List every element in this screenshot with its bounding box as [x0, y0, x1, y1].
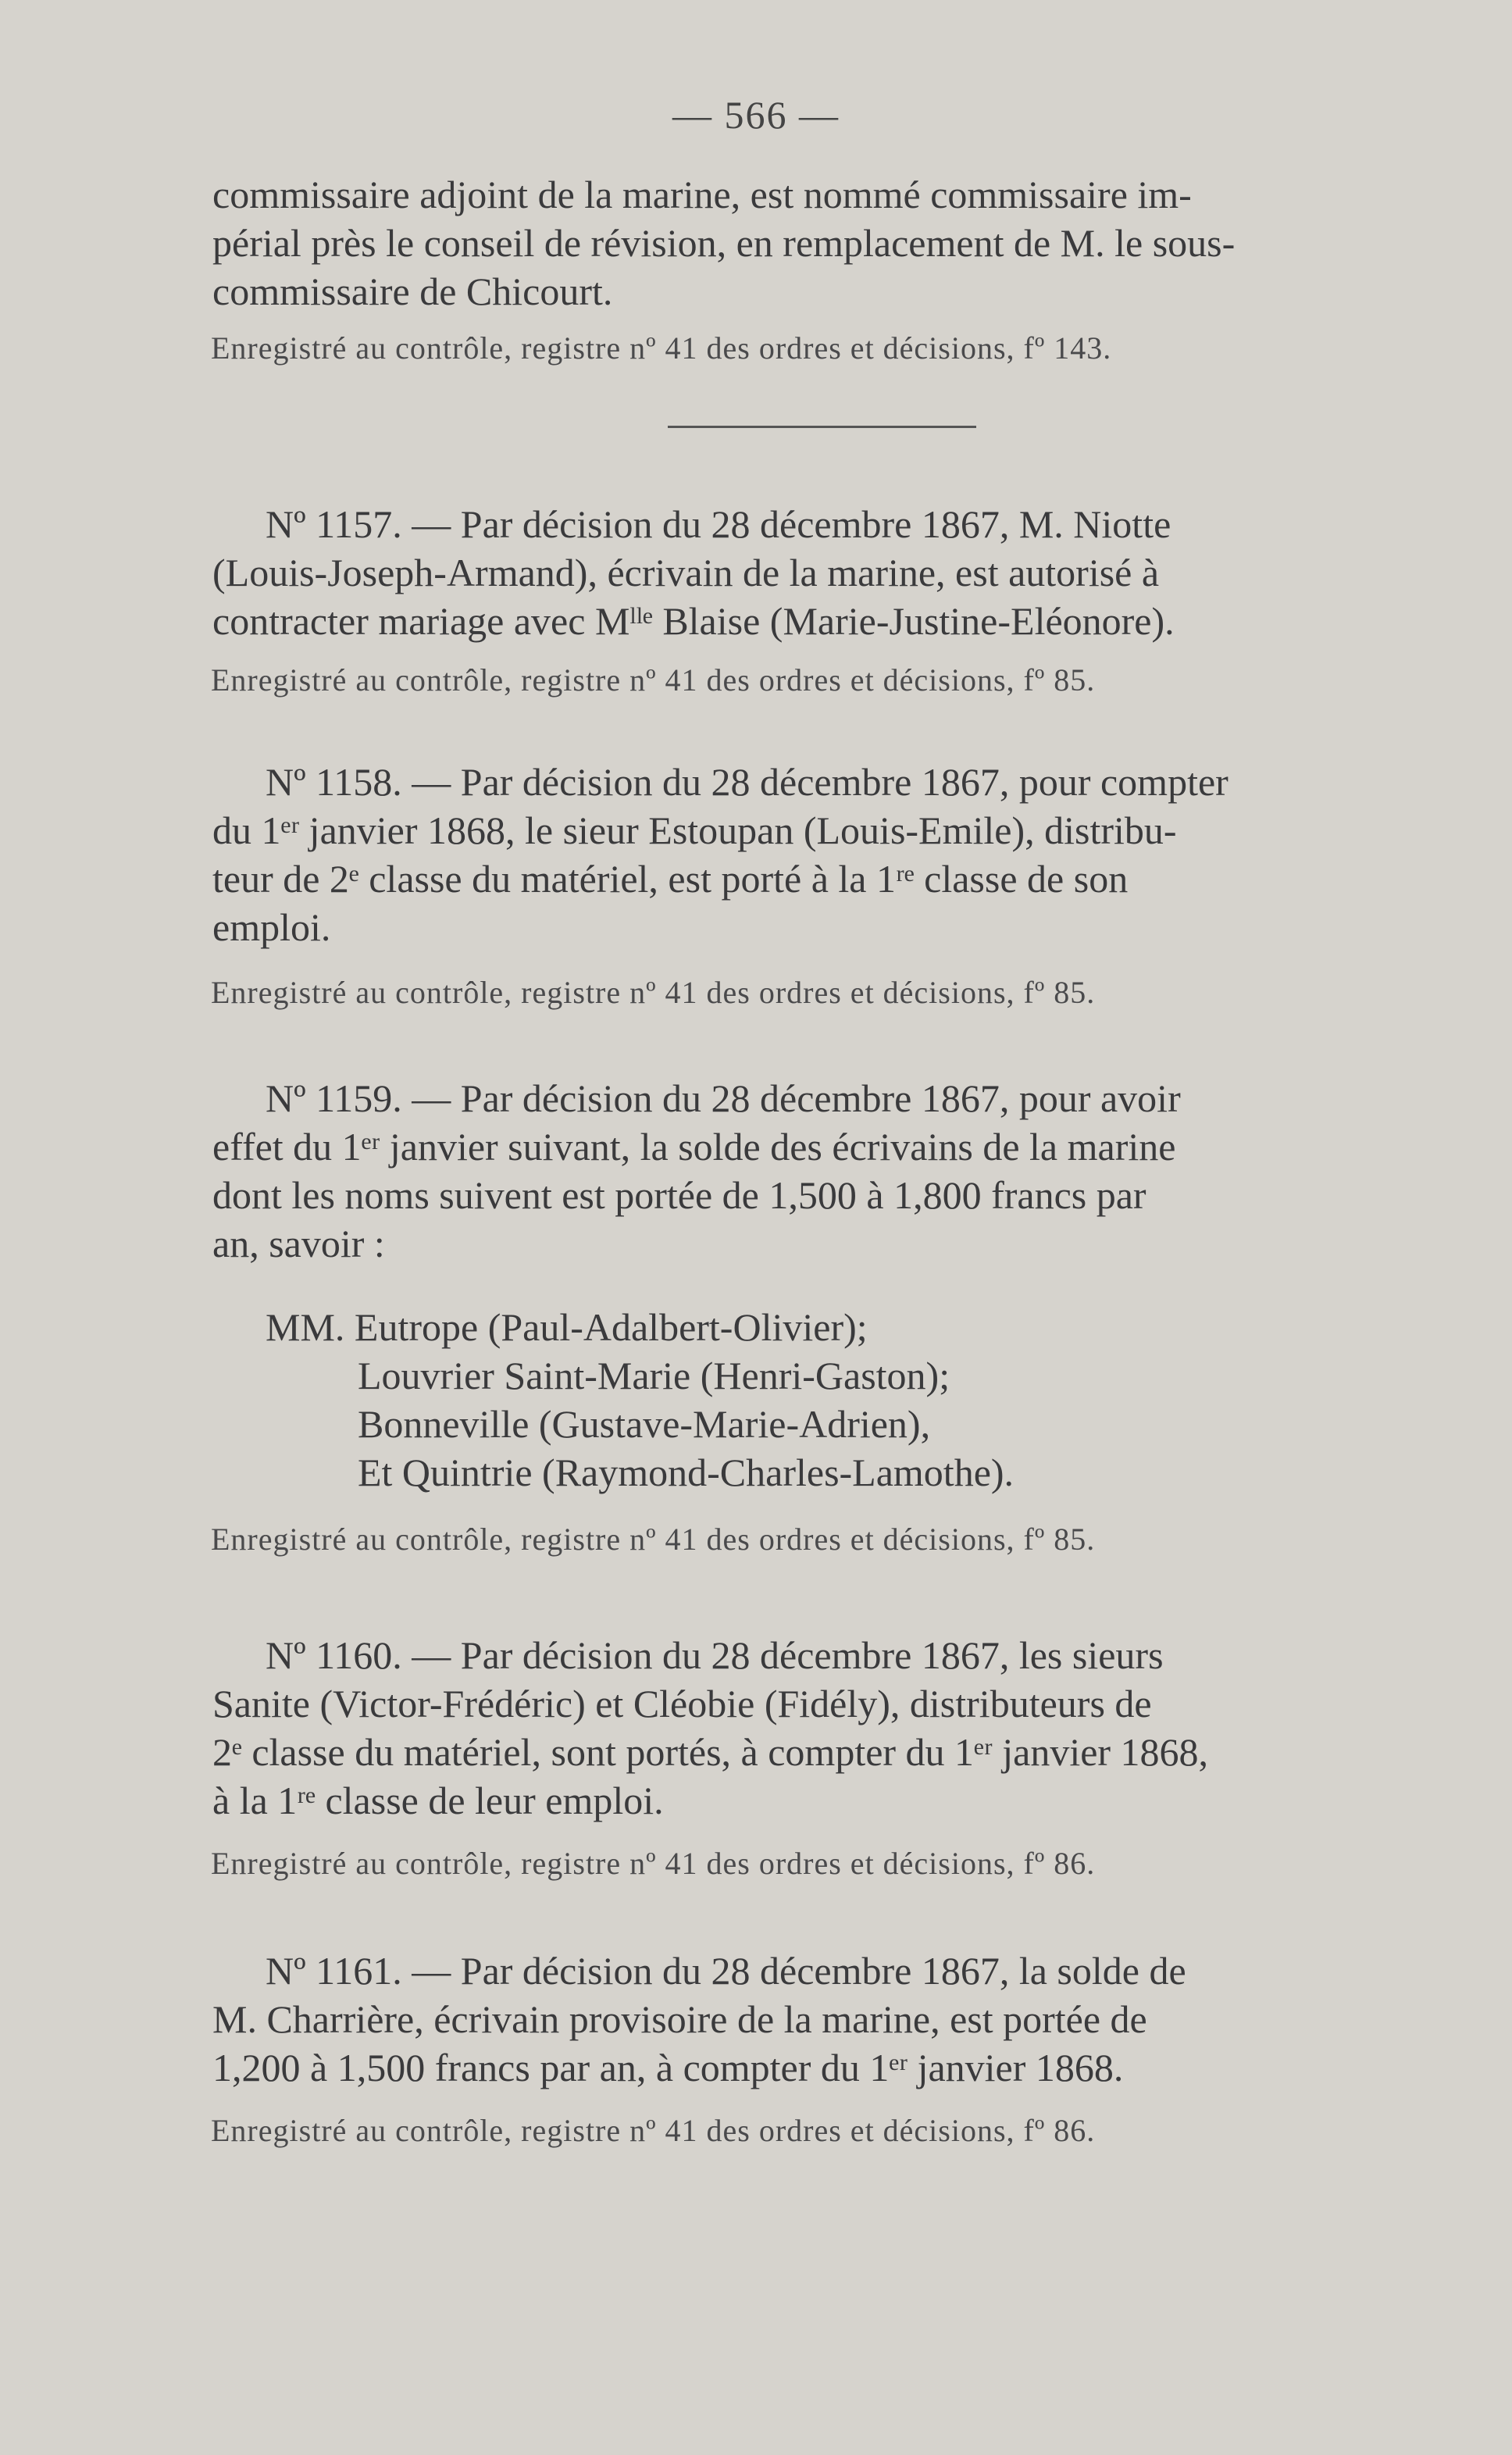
- text-line: 2ᵉ classe du matériel, sont portés, à compter du 1ᵉʳ janvier 1868,: [212, 1730, 1209, 1774]
- list-item: Bonneville (Gustave-Marie-Adrien),: [358, 1402, 931, 1446]
- text-line: Nº 1158. — Par décision du 28 décembre 1867, pour compter: [266, 760, 1228, 804]
- text-line: dont les noms suivent est portée de 1,500 à 1,800 francs par: [212, 1173, 1146, 1217]
- text-line: Nº 1159. — Par décision du 28 décembre 1867, pour avoir: [266, 1076, 1181, 1120]
- text-line: teur de 2ᵉ classe du matériel, est porté à la 1ʳᵉ classe de son: [212, 857, 1129, 901]
- text-line: du 1ᵉʳ janvier 1868, le sieur Estoupan (Louis-Emile), distribu-: [212, 808, 1177, 852]
- text-line: Nº 1157. — Par décision du 28 décembre 1867, M. Niotte: [266, 502, 1171, 546]
- registration-note: Enregistré au contrôle, registre nº 41 des ordres et décisions, fº 85.: [211, 1522, 1096, 1557]
- decision-entry-1161: [212, 1947, 1431, 2092]
- text-line: Sanite (Victor-Frédéric) et Cléobie (Fidély), distributeurs de: [212, 1682, 1152, 1725]
- page-number: — 566 —: [672, 93, 840, 137]
- registration-note: Enregistré au contrôle, registre nº 41 des ordres et décisions, fº 85.: [211, 662, 1096, 698]
- text-line: contracter mariage avec Mˡˡᵉ Blaise (Marie-Justine-Eléonore).: [212, 599, 1175, 643]
- registration-note: Enregistré au contrôle, registre nº 41 des ordres et décisions, fº 86.: [211, 1846, 1096, 1881]
- text-line: (Louis-Joseph-Armand), écrivain de la marine, est autorisé à: [212, 551, 1160, 594]
- decision-entry-1158: [212, 758, 1431, 951]
- text-line: an, savoir :: [212, 1222, 385, 1265]
- list-item: Louvrier Saint-Marie (Henri-Gaston);: [358, 1354, 950, 1397]
- registration-note: Enregistré au contrôle, registre nº 41 des ordres et décisions, fº 85.: [211, 975, 1096, 1010]
- section-divider: [668, 426, 976, 428]
- text-line: emploi.: [212, 905, 331, 949]
- text-line: effet du 1ᵉʳ janvier suivant, la solde des écrivains de la marine: [212, 1125, 1176, 1169]
- text-line: M. Charrière, écrivain provisoire de la marine, est portée de: [212, 1997, 1147, 2041]
- decision-entry-1160: [212, 1631, 1431, 1825]
- text-line: Nº 1160. — Par décision du 28 décembre 1867, les sieurs: [266, 1633, 1164, 1677]
- intro-paragraph: [212, 170, 1431, 316]
- list-item: MM. Eutrope (Paul-Adalbert-Olivier);: [266, 1305, 868, 1349]
- registration-note: Enregistré au contrôle, registre nº 41 des ordres et décisions, fº 86.: [211, 2113, 1096, 2148]
- text-line: commissaire de Chicourt.: [212, 269, 613, 313]
- text-line: 1,200 à 1,500 francs par an, à compter du 1ᵉʳ janvier 1868.: [212, 2046, 1124, 2089]
- registration-note: Enregistré au contrôle, registre nº 41 des ordres et décisions, fº 143.: [211, 330, 1112, 366]
- text-line: Nº 1161. — Par décision du 28 décembre 1867, la solde de: [266, 1949, 1186, 1993]
- text-line: à la 1ʳᵉ classe de leur emploi.: [212, 1779, 664, 1822]
- decision-entry-1157: [212, 500, 1431, 645]
- list-item: Et Quintrie (Raymond-Charles-Lamothe).: [358, 1451, 1015, 1494]
- names-list: [266, 1303, 1014, 1497]
- text-line: commissaire adjoint de la marine, est nommé commissaire im-: [212, 173, 1192, 216]
- decision-entry-1159: [212, 1074, 1431, 1268]
- text-line: périal près le conseil de révision, en remplacement de M. le sous-: [212, 221, 1236, 265]
